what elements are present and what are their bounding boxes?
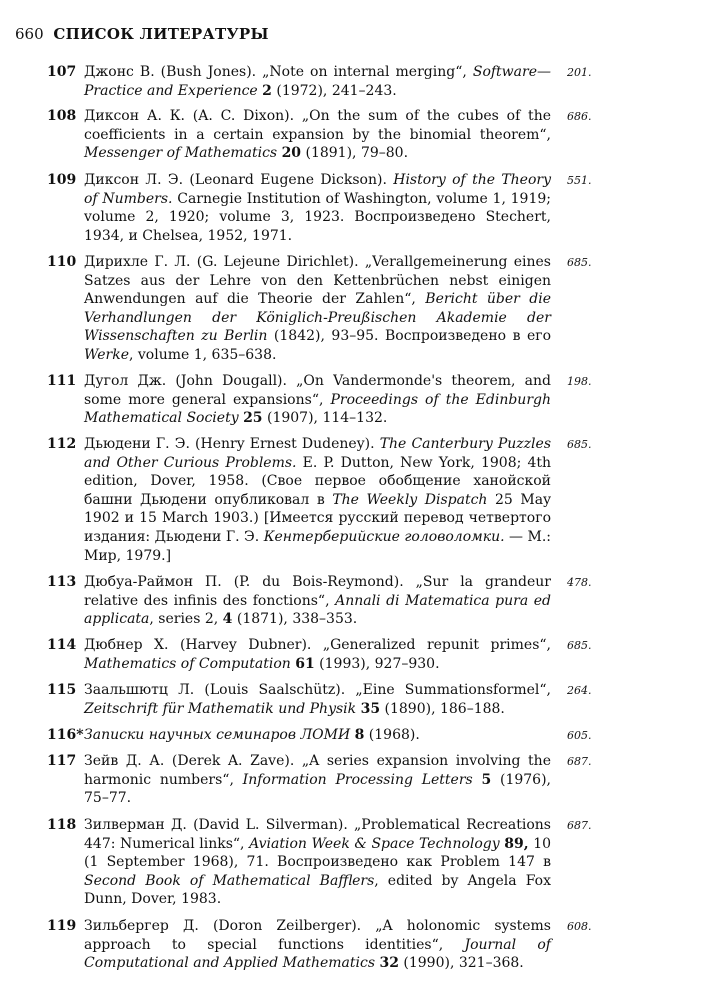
page-number: 660 — [15, 25, 44, 43]
bibliography-entry-111 — [47, 372, 647, 428]
entry-text: Джонс В. (Bush Jones). „Note on internal merging“, Software—Practice and Experience 2 (1972), 241–243. — [84, 64, 551, 99]
entry-page-reference: 687. — [567, 755, 592, 768]
entry-text: Дьюдени Г. Э. (Henry Ernest Dudeney). The Canterbury Puzzles and Other Curious Problems. E. P. Dutton, New York, 1908; 4th edition, Dover, 1958. (Свое первое обобщение ханойской башни Дьюдени опубликовал в The Weekly Dispatch 25 May 1902 и 15 March 1903.) [Имеется русский перевод четвертого издания: Дьюдени Г. Э. Кентерберийские головоломки. — М.: Мир, 1979.] — [84, 436, 552, 564]
page-header — [15, 25, 269, 43]
entry-page-reference: 608. — [567, 920, 592, 933]
entry-number: 109 — [47, 172, 77, 188]
entry-page-reference: 605. — [567, 729, 592, 742]
entry-text: Диксон Л. Э. (Leonard Eugene Dickson). History of the Theory of Numbers. Carnegie Institution of Washington, volume 1, 1919; volume 2, 1920; volume 3, 1923. Воспроизведено Stechert, 1934, и Chelsea, 1952, 1971. — [84, 172, 552, 244]
bibliography-entry-107 — [47, 63, 647, 100]
entry-text: Зейв Д. А. (Derek A. Zave). „A series expansion involving the harmonic numbers“, Information Processing Letters 5 (1976), 75–77. — [84, 753, 551, 807]
entry-number: 108 — [47, 108, 77, 124]
entry-text: Зильбергер Д. (Doron Zeilberger). „A holonomic systems approach to special functions identities“, Journal of Computational and Applied Mathematics 32 (1990), 321–368. — [84, 918, 551, 972]
entry-page-reference: 687. — [567, 819, 592, 832]
page-title: СПИСОК ЛИТЕРАТУРЫ — [53, 25, 269, 43]
bibliography-entry-114 — [47, 636, 647, 673]
entry-page-reference: 685. — [567, 639, 592, 652]
entry-number: 115 — [47, 682, 77, 698]
entry-number: 111 — [47, 373, 77, 389]
bibliography-entry-113 — [47, 573, 647, 629]
bibliography-entry-108 — [47, 107, 647, 163]
entry-page-reference: 685. — [567, 438, 592, 451]
entry-number: 110 — [47, 254, 77, 270]
entry-page-reference: 551. — [567, 174, 592, 187]
entry-number: 113 — [47, 574, 77, 590]
entry-number: 117 — [47, 753, 77, 769]
entry-text: Дюбуа-Раймон П. (P. du Bois-Reymond). „Sur la grandeur relative des infinis des fonctions“, Annali di Matematica pura ed applicata, series 2, 4 (1871), 338–353. — [84, 574, 551, 628]
entry-number: 114 — [47, 637, 77, 653]
entry-page-reference: 198. — [567, 375, 592, 388]
entry-text: Дюбнер Х. (Harvey Dubner). „Generalized repunit primes“, Mathematics of Computation 61 (1993), 927–930. — [84, 637, 551, 672]
bibliography-entry-112 — [47, 435, 647, 565]
bibliography-entry-115 — [47, 681, 647, 718]
bibliography-entry-110 — [47, 253, 647, 365]
entry-page-reference: 685. — [567, 256, 592, 269]
entry-page-reference: 264. — [567, 684, 592, 697]
entry-page-reference: 201. — [567, 66, 592, 79]
entry-text: Записки научных семинаров ЛОМИ 8 (1968). — [84, 727, 420, 743]
entry-text: Диксон А. К. (A. C. Dixon). „On the sum of the cubes of the coefficients in a certain expansion by the binomial theorem“, Messenger of Mathematics 20 (1891), 79–80. — [84, 108, 551, 162]
bibliography-entry-119 — [47, 917, 647, 973]
entry-number: 118 — [47, 817, 77, 833]
entry-text: Заальшютц Л. (Louis Saalschütz). „Eine Summationsformel“, Zeitschrift für Mathematik und Physik 35 (1890), 186–188. — [84, 682, 551, 717]
entry-text: Дирихле Г. Л. (G. Lejeune Dirichlet). „Verallgemeinerung eines Satzes aus der Lehre von den Kettenbrüchen nebst einigen Anwendungen auf die Theorie der Zahlen“, Bericht über die Verhandlungen der Königlich-Preußischen Akademie der Wissenschaften zu Berlin (1842), 93–95. Воспроизведено в его Werke, volume 1, 635–638. — [84, 254, 551, 363]
bibliography-entry-117 — [47, 752, 647, 808]
bibliography-entry-116 — [47, 726, 647, 745]
entry-text: Зилверман Д. (David L. Silverman). „Problematical Recreations 447: Numerical links“, Aviation Week & Space Technology 89, 10 (1 September 1968), 71. Воспроизведено как Problem 147 в Second Book of Mathematical Bafflers, edited by Angela Fox Dunn, Dover, 1983. — [84, 817, 552, 908]
entry-number: 112 — [47, 436, 77, 452]
entry-page-reference: 478. — [567, 576, 592, 589]
bibliography-entry-109 — [47, 171, 647, 245]
entry-text: Дугол Дж. (John Dougall). „On Vandermonde's theorem, and some more general expansions“, Proceedings of the Edinburgh Mathematical Society 25 (1907), 114–132. — [84, 373, 551, 427]
entry-number: 116* — [47, 727, 84, 743]
entry-number: 107 — [47, 64, 77, 80]
bibliography-entry-118 — [47, 816, 647, 909]
entry-number: 119 — [47, 918, 77, 934]
entry-page-reference: 686. — [567, 110, 592, 123]
